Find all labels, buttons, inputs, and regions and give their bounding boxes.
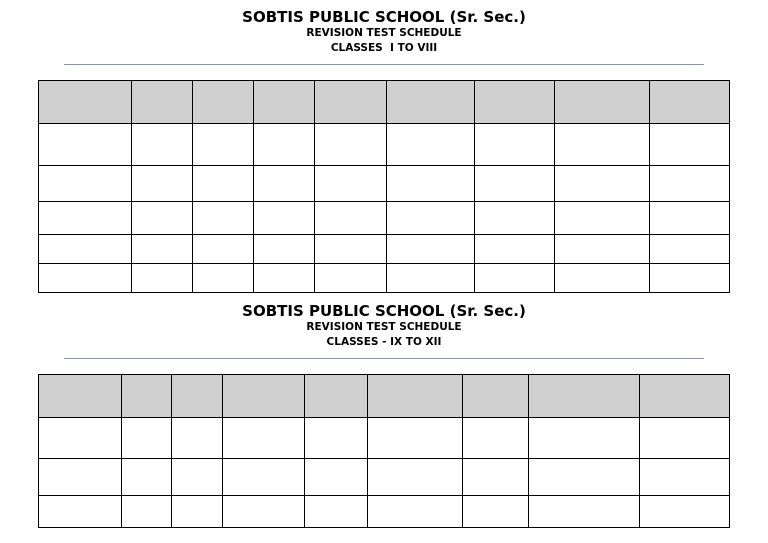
table-row bbox=[39, 166, 730, 202]
classes-range: CLASSES - IX TO XII bbox=[326, 336, 442, 348]
header-cell bbox=[367, 375, 463, 418]
header-cell bbox=[131, 81, 192, 124]
header-cell bbox=[314, 81, 387, 124]
table-row bbox=[39, 202, 730, 235]
header-cell bbox=[121, 375, 171, 418]
table-row bbox=[39, 264, 730, 293]
header-cell bbox=[475, 81, 555, 124]
header-cell bbox=[304, 375, 367, 418]
header-cell bbox=[39, 375, 122, 418]
divider-line bbox=[64, 358, 704, 359]
table-row bbox=[39, 124, 730, 166]
divider-line bbox=[64, 64, 704, 65]
header-cell bbox=[555, 81, 650, 124]
table-row bbox=[39, 418, 730, 459]
table-row bbox=[39, 459, 730, 496]
header-cell bbox=[650, 81, 730, 124]
header-section-1 bbox=[0, 8, 768, 56]
school-name: SOBTIS PUBLIC SCHOOL (Sr. Sec.) bbox=[242, 8, 526, 26]
header-cell bbox=[192, 81, 253, 124]
header-cell bbox=[640, 375, 730, 418]
table-row bbox=[39, 235, 730, 264]
table-header-row bbox=[39, 81, 730, 124]
header-cell bbox=[463, 375, 529, 418]
header-cell bbox=[529, 375, 640, 418]
schedule-title: REVISION TEST SCHEDULE bbox=[306, 27, 462, 39]
school-name: SOBTIS PUBLIC SCHOOL (Sr. Sec.) bbox=[242, 302, 526, 320]
header-cell bbox=[253, 81, 314, 124]
table-header-row bbox=[39, 375, 730, 418]
header-cell bbox=[387, 81, 475, 124]
table-row bbox=[39, 496, 730, 528]
header-section-2 bbox=[0, 302, 768, 350]
classes-range: CLASSES I TO VIII bbox=[330, 42, 438, 54]
schedule-table-1 bbox=[38, 80, 730, 293]
header-cell bbox=[39, 81, 132, 124]
header-cell bbox=[222, 375, 304, 418]
schedule-title: REVISION TEST SCHEDULE bbox=[306, 321, 462, 333]
header-cell bbox=[171, 375, 222, 418]
schedule-table-2 bbox=[38, 374, 730, 528]
